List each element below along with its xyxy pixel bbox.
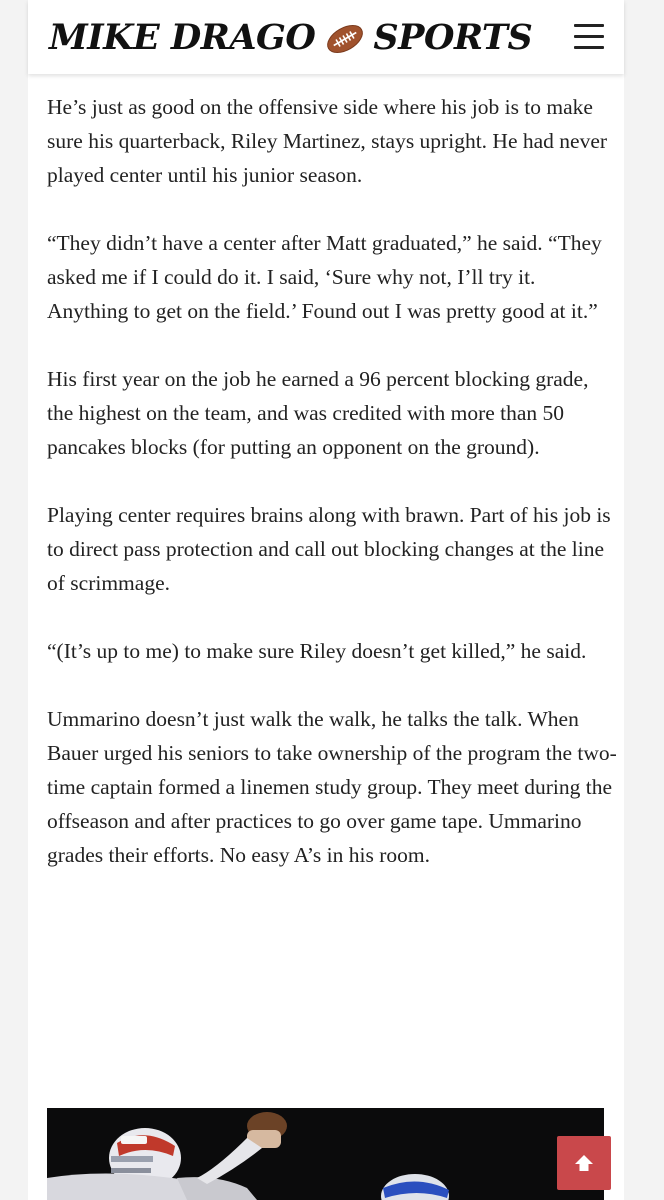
article-body — [47, 90, 617, 906]
hamburger-menu-icon[interactable] — [572, 21, 606, 51]
article-paragraph: Ummarino doesn’t just walk the walk, he talks the talk. When Bauer urged his seniors to take ownership of the program the two-time captain formed a linemen study group. They meet during the offseason and after practices to go over game tape. Ummarino grades their efforts. No easy A’s in his room. — [47, 707, 617, 867]
football-icon — [323, 22, 367, 52]
article-paragraph: Playing center requires brains along with brawn. Part of his job is to direct pass protection and call out blocking changes at the line of scrimmage. — [47, 503, 611, 595]
article-paragraph: His first year on the job he earned a 96 percent blocking grade, the highest on the team, and was credited with more than 50 pancakes blocks (for putting an opponent on the ground). — [47, 367, 589, 459]
article-paragraph: He’s just as good on the offensive side where his job is to make sure his quarterback, Riley Martinez, stays upright. He had never played center until his junior season. — [47, 95, 608, 187]
article-photo — [47, 1108, 604, 1200]
arrow-up-icon — [572, 1151, 596, 1175]
article-paragraph: “They didn’t have a center after Matt graduated,” he said. “They asked me if I could do it. I said, ‘Sure why not, I’ll try it. Anything to get on the field.’ Found out I was pretty good at it.” — [47, 231, 602, 323]
scroll-to-top-button[interactable] — [557, 1136, 611, 1190]
site-header — [28, 0, 624, 74]
logo-text-right: SPORTS — [373, 16, 533, 58]
article-paragraph: “(It’s up to me) to make sure Riley doesn’t get killed,” he said. — [47, 639, 587, 663]
site-logo[interactable] — [49, 12, 532, 62]
logo-text-left: MIKE DRAGO — [49, 16, 316, 58]
